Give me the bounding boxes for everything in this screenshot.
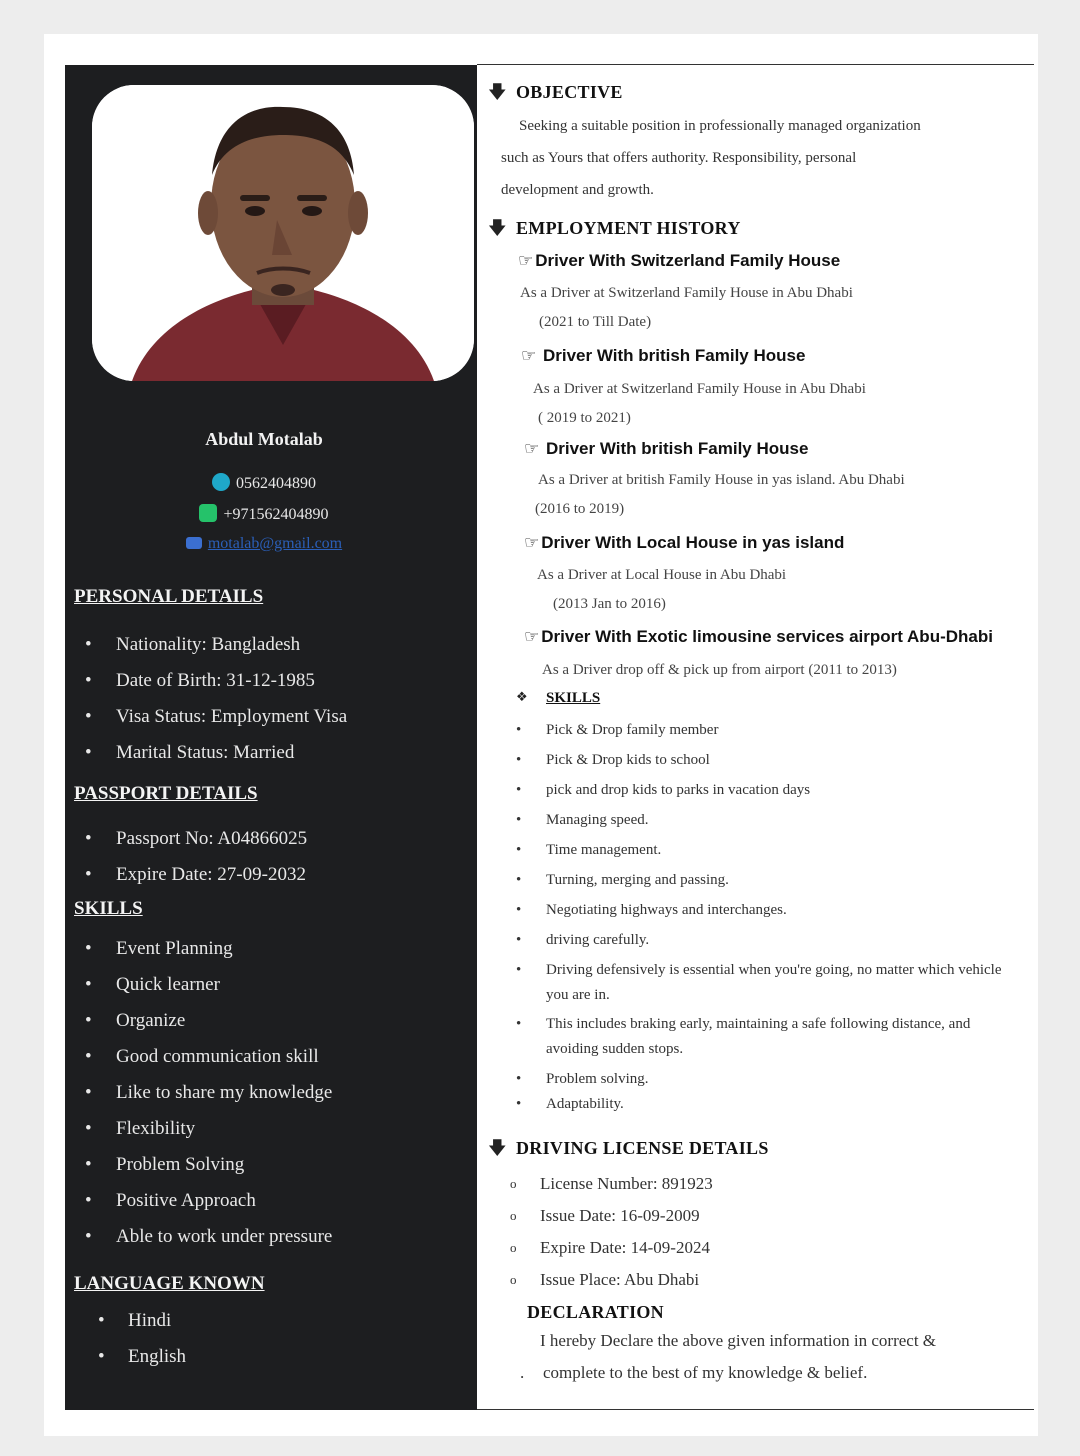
objective-line-3: development and growth. <box>501 182 654 198</box>
declaration-dot: . <box>520 1363 525 1382</box>
pointing-hand-icon: ☞ <box>518 251 534 271</box>
list-item: • Problem Solving <box>65 1147 332 1183</box>
arrow-down-icon: 🡇 <box>488 218 507 239</box>
list-item: o Expire Date: 14-09-2024 <box>510 1232 713 1264</box>
list-item: o License Number: 891923 <box>510 1168 713 1200</box>
list-item: • Turning, merging and passing. <box>511 868 1026 893</box>
email-link[interactable]: motalab@gmail.com <box>207 535 343 552</box>
personal-details-heading: PERSONAL DETAILS <box>74 586 264 607</box>
list-item: • Visa Status: Employment Visa <box>65 699 347 735</box>
list-item: o Issue Place: Abu Dhabi <box>510 1264 713 1296</box>
list-item: • Quick learner <box>65 967 332 1003</box>
pointing-hand-icon: ☞ <box>524 439 540 459</box>
list-item: • Driving defensively is essential when you're going, no matter which vehicle you are in. <box>511 958 1026 1008</box>
list-item: • Negotiating highways and interchanges. <box>511 898 1026 923</box>
driving-license-heading: DRIVING LICENSE DETAILS <box>516 1138 769 1158</box>
profile-photo <box>92 85 474 381</box>
list-item: • Time management. <box>511 838 1026 863</box>
list-item: • Managing speed. <box>511 808 1026 833</box>
list-item: • Event Planning <box>65 931 332 967</box>
job-period-4: (2013 Jan to 2016) <box>553 596 666 612</box>
list-item: • Positive Approach <box>65 1183 332 1219</box>
phone-number: 0562404890 <box>236 475 316 492</box>
job-title-4: ☞ Driver With Local House in yas island <box>524 533 845 553</box>
job-period-2: ( 2019 to 2021) <box>538 410 631 426</box>
job-desc-5: As a Driver drop off & pick up from airport (2011 to 2013) <box>542 662 897 678</box>
job-title-5: ☞ Driver With Exotic limousine services airport Abu-Dhabi <box>524 627 993 647</box>
objective-heading: OBJECTIVE <box>516 82 623 102</box>
phone-icon <box>212 473 230 491</box>
declaration-heading: DECLARATION <box>527 1302 664 1322</box>
list-item: • Flexibility <box>65 1111 332 1147</box>
list-item: o Issue Date: 16-09-2009 <box>510 1200 713 1232</box>
declaration-line-1: I hereby Declare the above given information in correct & <box>540 1331 937 1350</box>
whatsapp-icon <box>199 504 217 522</box>
arrow-down-icon: 🡇 <box>488 1138 507 1159</box>
job-title-1: ☞ Driver With Switzerland Family House <box>518 251 841 271</box>
top-divider <box>477 64 1034 65</box>
languages-list <box>65 1303 186 1375</box>
objective-line-2: such as Yours that offers authority. Responsibility, personal <box>501 150 857 166</box>
pointing-hand-icon: ☞ <box>524 627 540 647</box>
list-item: • Expire Date: 27-09-2032 <box>65 857 307 893</box>
passport-details-list <box>65 821 307 893</box>
pointing-hand-icon: ☞ <box>521 346 537 366</box>
list-item: • Good communication skill <box>65 1039 332 1075</box>
job-period-3: (2016 to 2019) <box>535 501 625 517</box>
candidate-name: Abdul Motalab <box>205 429 323 449</box>
job-title-2: ☞ Driver With british Family House <box>521 346 806 366</box>
email-icon <box>186 537 202 549</box>
passport-details-heading: PASSPORT DETAILS <box>74 783 258 804</box>
list-item: • Problem solving. <box>511 1067 1026 1092</box>
languages-heading: LANGUAGE KNOWN <box>74 1273 265 1294</box>
job-desc-1: As a Driver at Switzerland Family House in Abu Dhabi <box>520 285 853 301</box>
phone-row <box>65 473 463 493</box>
right-skills-heading: SKILLS <box>546 690 601 706</box>
list-item: • Organize <box>65 1003 332 1039</box>
declaration-line-2: complete to the best of my knowledge & belief. <box>543 1363 868 1382</box>
list-item: • Pick & Drop family member <box>511 718 1026 743</box>
list-item: • Nationality: Bangladesh <box>65 627 347 663</box>
job-desc-3: As a Driver at british Family House in yas island. Abu Dhabi <box>538 472 905 488</box>
list-item: • English <box>65 1339 186 1375</box>
list-item: • Able to work under pressure <box>65 1219 332 1255</box>
objective-line-1: Seeking a suitable position in professionally managed organization <box>519 118 921 134</box>
left-skills-heading: SKILLS <box>74 898 143 919</box>
list-item: • Marital Status: Married <box>65 735 347 771</box>
list-item: • pick and drop kids to parks in vacation days <box>511 778 1026 803</box>
left-skills-list <box>65 931 332 1255</box>
sidebar <box>65 65 477 1410</box>
job-title-3: ☞ Driver With british Family House <box>524 439 809 459</box>
pointing-hand-icon: ☞ <box>524 533 540 553</box>
list-item: • driving carefully. <box>511 928 1026 953</box>
employment-heading: EMPLOYMENT HISTORY <box>516 218 741 238</box>
whatsapp-row <box>65 504 463 524</box>
list-item: • This includes braking early, maintaining a safe following distance, and avoiding sudden stops. <box>511 1012 1026 1062</box>
bottom-divider <box>477 1409 1034 1410</box>
list-item: • Adaptability. <box>511 1092 1026 1117</box>
right-skills-list <box>511 718 1026 1117</box>
job-desc-2: As a Driver at Switzerland Family House in Abu Dhabi <box>533 381 866 397</box>
list-item: • Date of Birth: 31-12-1985 <box>65 663 347 699</box>
list-item: • Pick & Drop kids to school <box>511 748 1026 773</box>
list-item: • Hindi <box>65 1303 186 1339</box>
job-period-1: (2021 to Till Date) <box>539 314 652 330</box>
email-row <box>65 535 463 553</box>
driving-license-list <box>510 1168 713 1296</box>
whatsapp-number: +971562404890 <box>223 506 329 523</box>
job-desc-4: As a Driver at Local House in Abu Dhabi <box>537 567 787 583</box>
list-item: • Like to share my knowledge <box>65 1075 332 1111</box>
arrow-down-icon: 🡇 <box>488 82 507 103</box>
list-item: • Passport No: A04866025 <box>65 821 307 857</box>
profile-photo-illustration <box>92 85 474 381</box>
diamond-bullet-icon: ❖ <box>516 690 528 705</box>
personal-details-list <box>65 627 347 771</box>
